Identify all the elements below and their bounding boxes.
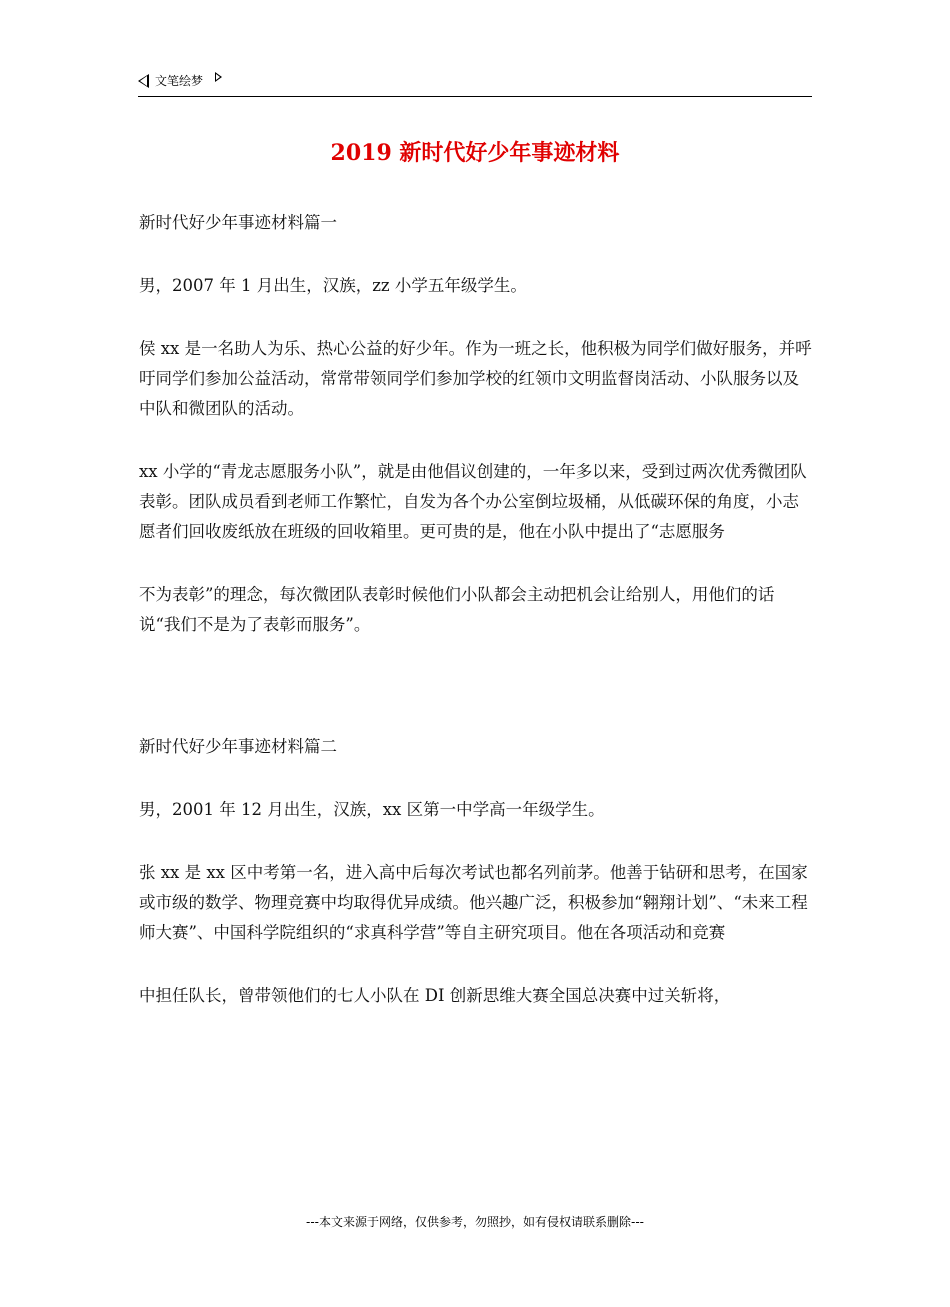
- paragraph: 张 xx 是 xx 区中考第一名，进入高中后每次考试也都名列前茅。他善于钻研和思考，在国家或市级的数学、物理竞赛中均取得优异成绩。他兴趣广泛，积极参加“翱翔计划”、“未来工程师大赛”、中国科学院组织的“求真科学营”等自主研究项目。他在各项活动和竞赛: [139, 863, 808, 942]
- paragraph: 侯 xx 是一名助人为乐、热心公益的好少年。作为一班之长，他积极为同学们做好服务，并呼吁同学们参加公益活动，常常带领同学们参加学校的红领巾文明监督岗活动、小队服务以及中队和微团队的活动。: [139, 339, 812, 418]
- page-footer: ---本文来源于网络，仅供参考，勿照抄，如有侵权请联系删除---: [306, 1215, 644, 1229]
- paragraph: 不为表彰”的理念，每次微团队表彰时候他们小队都会主动把机会让给别人，用他们的话说“我们不是为了表彰而服务”。: [139, 585, 775, 634]
- document-body: [139, 208, 815, 1011]
- document-title: 2019 新时代好少年事迹材料: [330, 140, 620, 166]
- left-triangle-icon: [138, 74, 149, 88]
- paragraph: 中担任队长，曾带领他们的七人小队在 DI 创新思维大赛全国总决赛中过关斩将，: [139, 986, 731, 1005]
- section-heading: 新时代好少年事迹材料篇一: [139, 213, 337, 232]
- page-header: [138, 70, 812, 97]
- section-heading: 新时代好少年事迹材料篇二: [139, 737, 337, 756]
- paragraph: 男，2007 年 1 月出生，汉族，zz 小学五年级学生。: [139, 276, 527, 295]
- header-brand: 文笔绘梦: [155, 74, 204, 88]
- paragraph: xx 小学的“青龙志愿服务小队”，就是由他倡议创建的，一年多以来，受到过两次优秀微团队表彰。团队成员看到老师工作繁忙，自发为各个办公室倒垃圾桶，从低碳环保的角度，小志愿者们回收废纸放在班级的回收箱里。更可贵的是，他在小队中提出了“志愿服务: [139, 462, 807, 541]
- paragraph: 男，2001 年 12 月出生，汉族，xx 区第一中学高一年级学生。: [139, 800, 605, 819]
- right-triangle-icon: [215, 72, 222, 82]
